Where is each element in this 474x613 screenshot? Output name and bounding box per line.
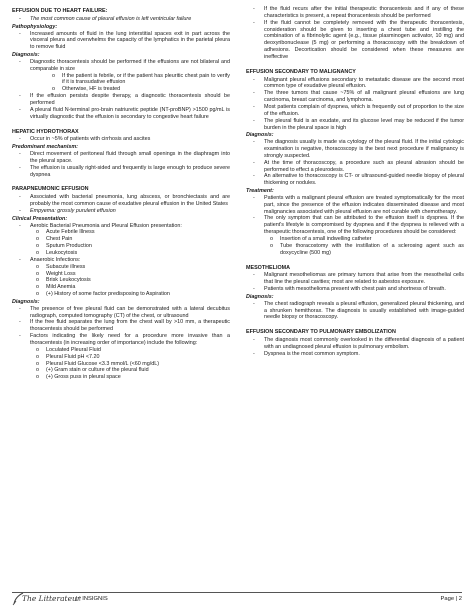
list-item: - Factors indicating the likely need for a procedure more invasive than a thoracentesis (in increasing order of importance) include the following: xyxy=(12,333,230,347)
list-item: - Associated with bacterial pneumonia, lung abscess, or bronchiectasis and are probably the most common cause of exudative pleural effusion in the United States xyxy=(12,194,230,208)
list-item: - Most patients complain of dyspnea, which is frequently out of proportion to the size of the effusion. xyxy=(246,104,464,118)
section-title-malignancy: EFFUSION SECONDARY TO MALIGNANCY xyxy=(246,68,356,75)
sub-list-item: o Subacute illness xyxy=(12,264,230,271)
list-item: - The three tumors that cause ~75% of all malignant pleural effusions are lung carcinoma, breast carcinoma, and lymphoma. xyxy=(246,90,464,104)
sub-list-item: o Otherwise, HF is treated xyxy=(12,86,230,93)
left-column xyxy=(12,6,230,381)
list-item: - The effusion is usually right-sided and frequently is large enough to produce severe dyspnea xyxy=(12,165,230,179)
sub-list-item: o Tube thoracostomy with the instillation of a sclerosing agent such as doxycycline (500 mg) xyxy=(246,243,464,257)
list-item: - Malignant mesotheliomas are primary tumors that arise from the mesothelial cells that line the pleural cavities; most are related to asbestos exposure. xyxy=(246,272,464,286)
section-title-mesothelioma: MESOTHELIOMA xyxy=(246,264,291,271)
list-item: - Increased amounts of fluid in the lung interstitial spaces exit in part across the visceral pleura and overwhelms the capacity of the lymphatics in the parietal pleura to remove fluid xyxy=(12,31,230,52)
sub-list-item: o Insertion of a small indwelling catheter xyxy=(246,236,464,243)
sub-list-item: o Leukocytosis xyxy=(12,250,230,257)
footer-logo: The Litterateur xyxy=(22,594,81,603)
list-item: - If the fluid recurs after the initial therapeutic thoracentesis and if any of these characteristics is present, a repeat thoracentesis should be performed xyxy=(246,6,464,20)
subheading-mechanism: Predominant mechanism: xyxy=(12,144,78,151)
sub-list-item: o Mild Anemia xyxy=(12,284,230,291)
sub-list-item: o Pleural Fluid Glucose <3.3 mmol/L (<60 mg/dL) xyxy=(12,361,230,368)
subheading-diagnosis: Diagnosis: xyxy=(12,298,40,305)
page-number: Page | 2 xyxy=(440,596,462,602)
footer-divider xyxy=(12,592,462,593)
list-item: - Patients with a malignant pleural effusion are treated symptomatically for the most part, since the presence of the effusion indicates disseminated disease and most malignancies associated with pleural effusion are not curable with chemotherapy. xyxy=(246,195,464,216)
list-item: - Malignant pleural effusions secondary to metastatic disease are the second most common type of exudative pleural effusion. xyxy=(246,77,464,91)
subheading-diagnosis: Diagnosis: xyxy=(246,132,274,139)
sub-list-item: o Acute Febrile Illness xyxy=(12,229,230,236)
subheading-diagnosis: Diagnosis: xyxy=(12,52,40,59)
sub-list-item: o If the patient is febrile, or if the patient has pleuritic chest pain to verify if it is transudative effusion xyxy=(12,73,230,87)
list-item: - If the fluid cannot be completely removed with the therapeutic thoracentesis, consideration should be given to inserting a chest tube and instilling the combination of a fibrinolytic agent (e.g., tissue plasminogen activator, 10 mg) and deoxyribonuclease (5 mg) or performing a thoracoscopy with the breakdown of adhesions. Decortication should be considered when these measures are ineffective xyxy=(246,20,464,61)
list-item: - A pleural fluid N-terminal pro-brain natriuretic peptide (NT-proBNP) >1500 pg/mL is virtually diagnostic that the effusion is secondary to congestive heart failure xyxy=(12,107,230,121)
section-title-hepatic-hydrothorax: HEPATIC HYDROTHORAX xyxy=(12,128,79,135)
section-title-heart-failure: EFFUSION DUE TO HEART FAILURE: xyxy=(12,8,108,14)
list-item: - The chest radiograph reveals a pleural effusion, generalized pleural thickening, and a shrunken hemithorax. The diagnosis is usually established with image-guided needle biopsy or thoracoscopy. xyxy=(246,301,464,322)
sub-list-item: o Sputum Production xyxy=(12,243,230,250)
list-item: - An alternative to thoracoscopy is CT- or ultrasound-guided needle biopsy of pleural thickening or nodules. xyxy=(246,173,464,187)
list-item: - Direct movement of peritoneal fluid through small openings in the diaphragm into the pleural space. xyxy=(12,151,230,165)
list-item: - Dyspnea is the most common symptom. xyxy=(246,351,464,358)
sub-list-item: o Chest Pain xyxy=(12,236,230,243)
list-item: - The pleural fluid is an exudate, and its glucose level may be reduced if the tumor burden in the pleural space is high xyxy=(246,118,464,132)
page-footer xyxy=(12,594,462,610)
list-item: - The presence of free pleural fluid can be demonstrated with a lateral decubitus radiograph, computed tomography (CT) of the chest, or ultrasound xyxy=(12,306,230,320)
list-item: - The only symptom that can be attributed to the effusion itself is dyspnea. If the patient's lifestyle is compromised by dyspnea and if the dyspnea is relieved with a therapeutic thoracentesis, one of the following procedures should be considered: xyxy=(246,215,464,236)
sub-list-item: o Weight Loss xyxy=(12,271,230,278)
list-item: - Occur in ~5% of patients with cirrhosis and ascites xyxy=(12,136,230,143)
list-item: - Aerobic Bacterial Pneumonia and Pleural Effusion presentation: xyxy=(12,223,230,230)
sub-list-item: o Loculated Pleural Fluid xyxy=(12,347,230,354)
sub-list-item: o (+) Gross puss in pleural space xyxy=(12,374,230,381)
list-item: - The diagnosis most commonly overlooked in the differential diagnosis of a patient with an undiagnosed pleural effusion is pulmonary embolism. xyxy=(246,337,464,351)
list-item: - The most common cause of pleural effusion is left ventricular failure xyxy=(12,16,230,23)
section-title-parapneumonic: PARAPNEUMONIC EFFUSION xyxy=(12,186,89,193)
section-title-pulmonary-embolization: EFFUSION SECONDARY TO PULMONARY EMBOLIZATION xyxy=(246,329,396,336)
footer-brand: | | INSIGNIS xyxy=(76,596,108,602)
sub-list-item: o Pleural Fluid pH <7.20 xyxy=(12,354,230,361)
right-column xyxy=(246,6,464,358)
subheading-treatment: Treatment: xyxy=(246,188,274,195)
list-item: - If the effusion persists despite therapy, a diagnostic thoracentesis should be performed xyxy=(12,93,230,107)
list-item: - The diagnosis usually is made via cytology of the pleural fluid. If the initial cytologic examination is negative, thoracoscopy is the best next procedure if malignancy is strongly suspected. xyxy=(246,139,464,160)
subheading-clinical-presentation: Clinical Presentation: xyxy=(12,215,68,222)
subheading-diagnosis: Diagnosis: xyxy=(246,293,274,300)
sub-list-item: o (+) Gram stain or culture of the pleural fluid xyxy=(12,367,230,374)
list-item: - Patients with mesothelioma present with chest pain and shortness of breath. xyxy=(246,286,464,293)
list-item: - Empyema: grossly purulent effusion xyxy=(12,208,230,215)
list-item: - Anaerobic Infections: xyxy=(12,257,230,264)
list-item: - At the time of thoracoscopy, a procedure such as pleural abrasion should be performed to effect a pleurodesis. xyxy=(246,160,464,174)
sub-list-item: o (+) History of some factor predisposing to Aspiration xyxy=(12,291,230,298)
list-item: - Diagnostic thoracentesis should be performed if the effusions are not bilateral and comparable in size xyxy=(12,59,230,73)
sub-list-item: o Brisk Leukocytosis xyxy=(12,277,230,284)
subheading-pathophysiology: Pathophysiology: xyxy=(12,23,58,30)
list-item: - If the free fluid separates the lung from the chest wall by >10 mm, a therapeutic thoracentesis should be performed xyxy=(12,319,230,333)
